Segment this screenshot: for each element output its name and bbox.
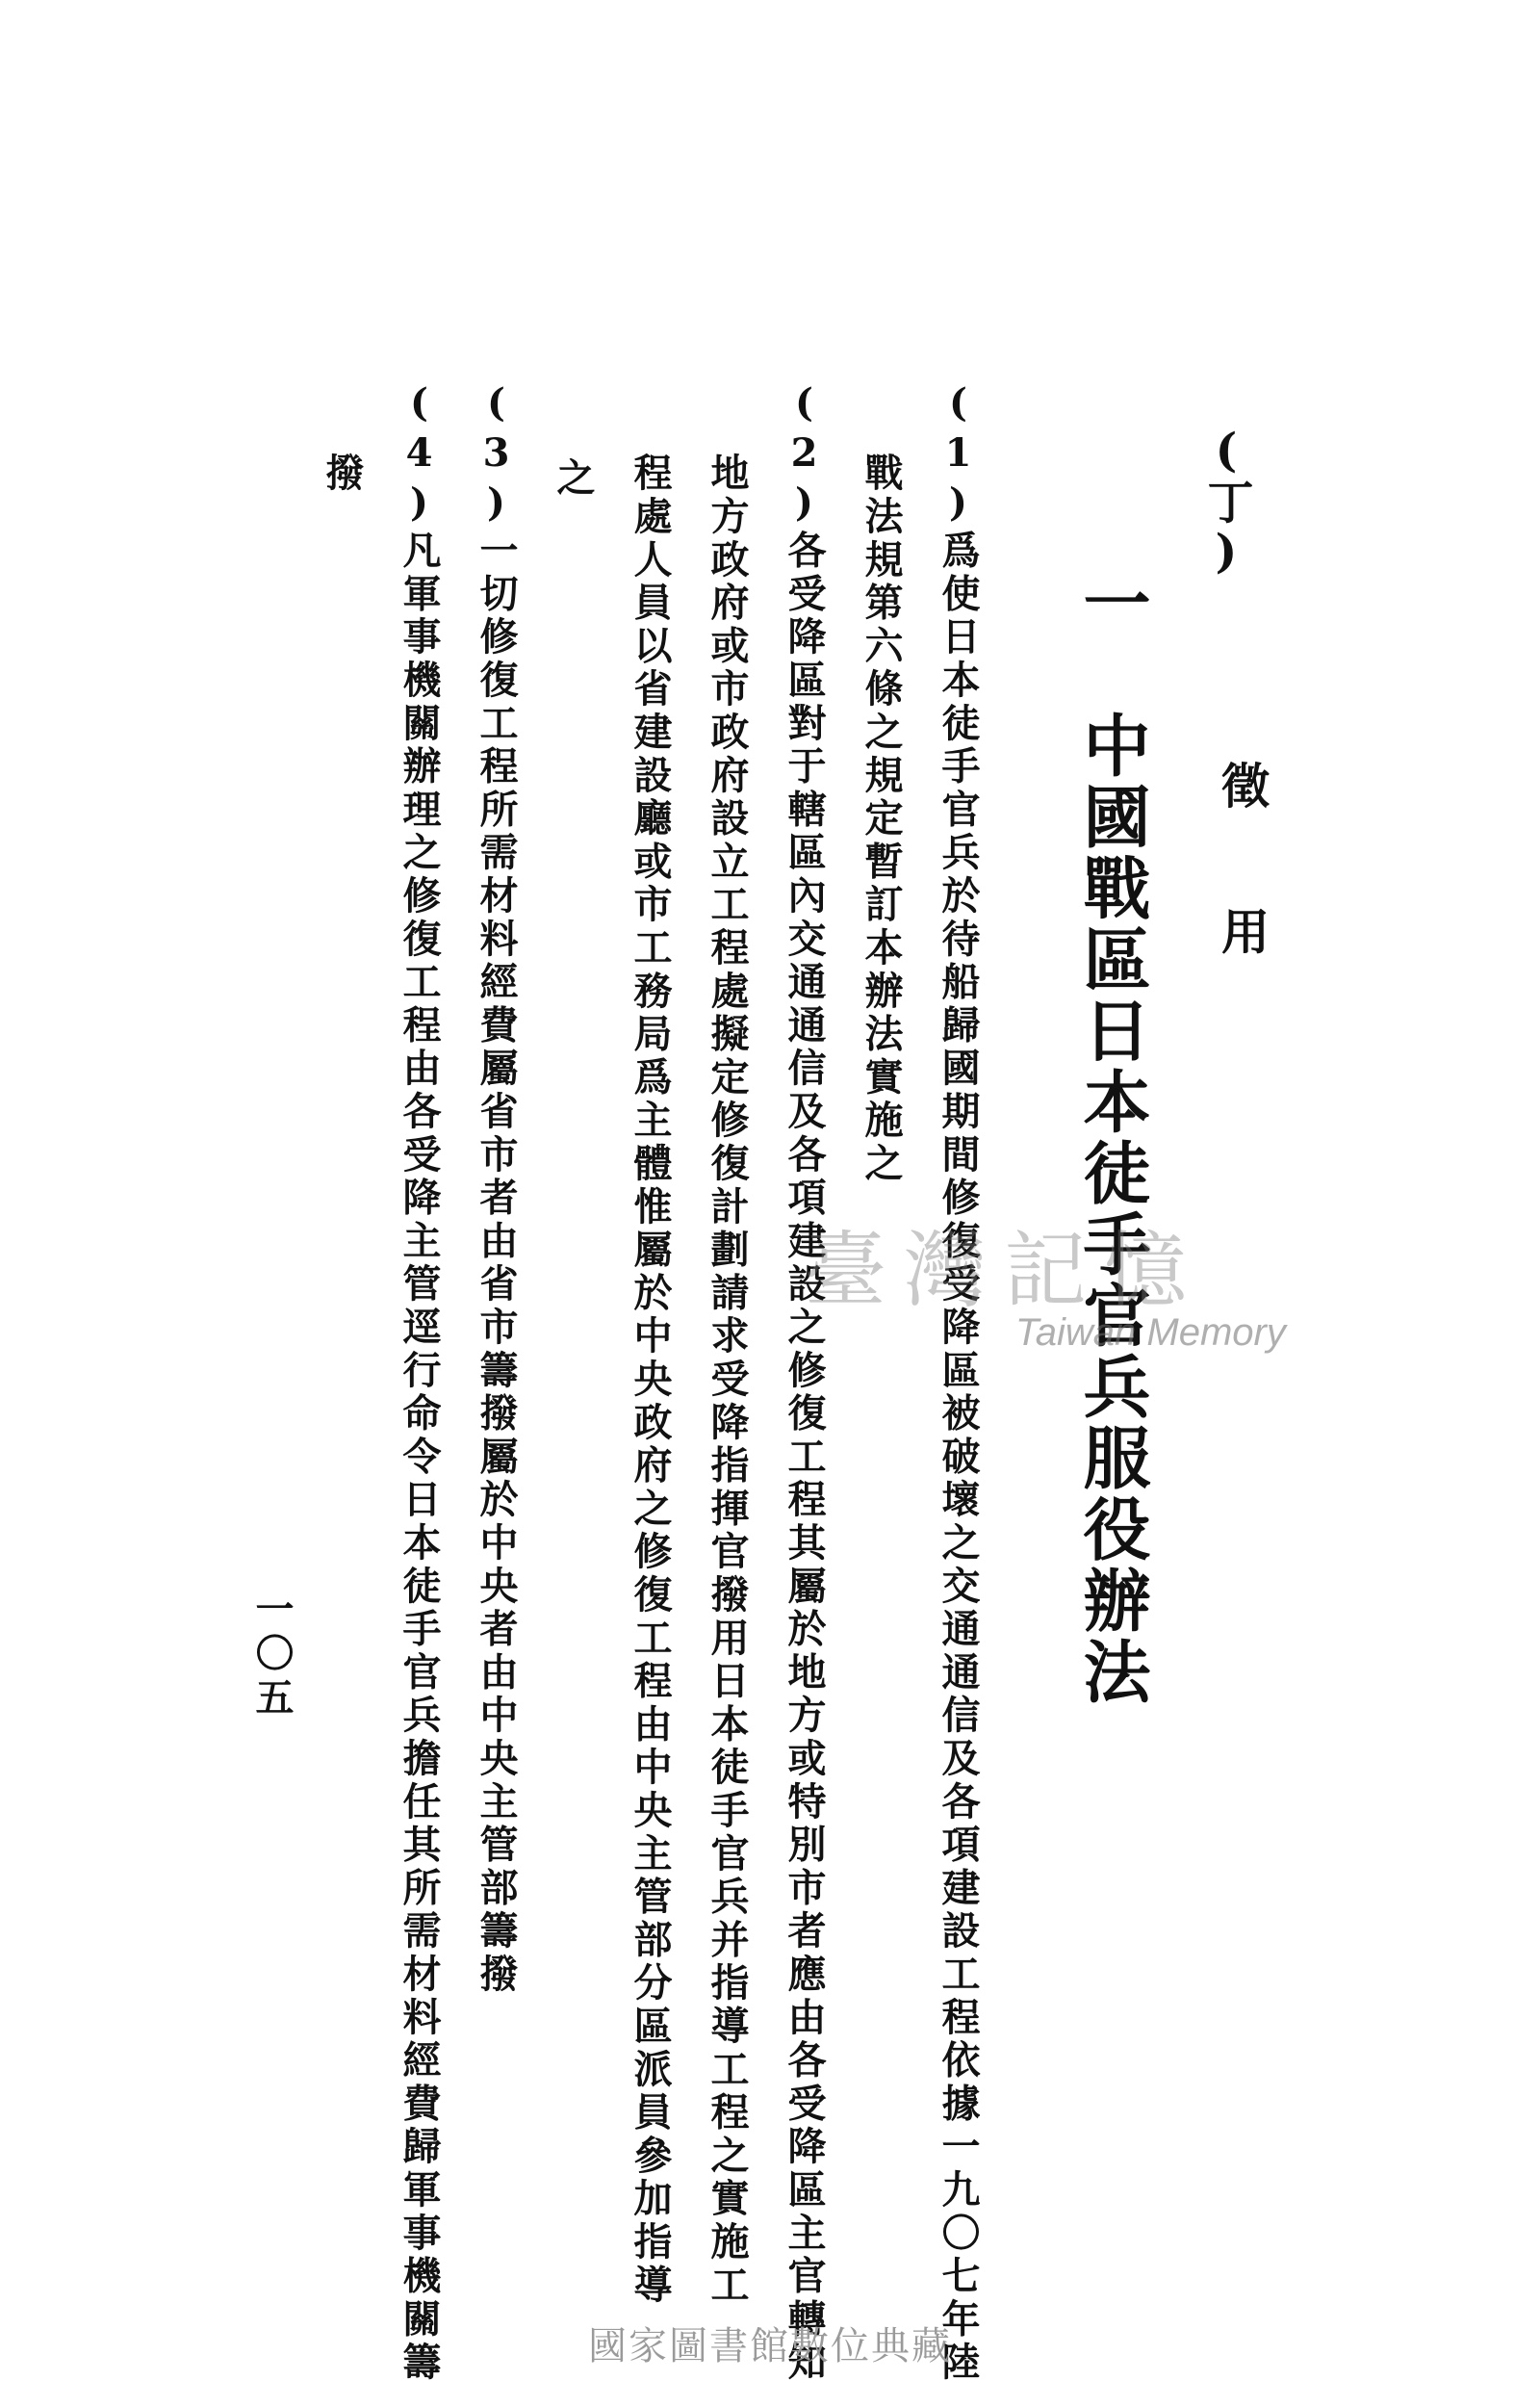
text-column-5: 程處人員以省建設廳或市工務局爲主體惟屬於中央政府之修復工程由中央主管部分區派員參加指導 [628, 453, 673, 2308]
section-title: 徵 用 [1214, 761, 1270, 955]
watermark: 臺灣記憶 [804, 1223, 1204, 1319]
text-column-2: 戰法規第六條之規定暫訂本辦法實施之 [859, 453, 904, 1186]
watermark-subtext: Taiwan Memory [1015, 1311, 1286, 1354]
text-column-3: (2)各受降區對于轄區內交通通信及各項建設之修復工程其屬於地方或特別市者應由各受降區主官轉知 [782, 380, 827, 2385]
text-column-6: 之 [551, 457, 596, 501]
page-number: 一〇五 [249, 1589, 295, 1721]
document-heading: 一 中國戰區日本徒手官兵服役辦法 [1072, 568, 1152, 1708]
text-column-1: (1)爲使日本徒手官兵於待船歸國期間修復受降區被破壞之交通通信及各項建設工程依據一九〇七年陸 [936, 380, 981, 2385]
text-column-7: (3)一切修復工程所需材料經費屬省市者由省市籌撥屬於中央者由中央主管部籌撥 [474, 380, 519, 1997]
text-column-4: 地方政府或市政府設立工程處擬定修復計劃請求受降指揮官撥用日本徒手官兵并指導工程之實施工 [705, 453, 750, 2308]
section-label: (丁) [1199, 424, 1253, 580]
text-column-8: (4)凡軍事機關辦理之修復工程由各受降主管逕行命令日本徒手官兵擔任其所需材料經費歸軍事機關籌 [397, 380, 442, 2385]
footer-credit: 國家圖書館數位典藏 [588, 2324, 952, 2368]
text-column-9: 撥 [320, 453, 365, 496]
